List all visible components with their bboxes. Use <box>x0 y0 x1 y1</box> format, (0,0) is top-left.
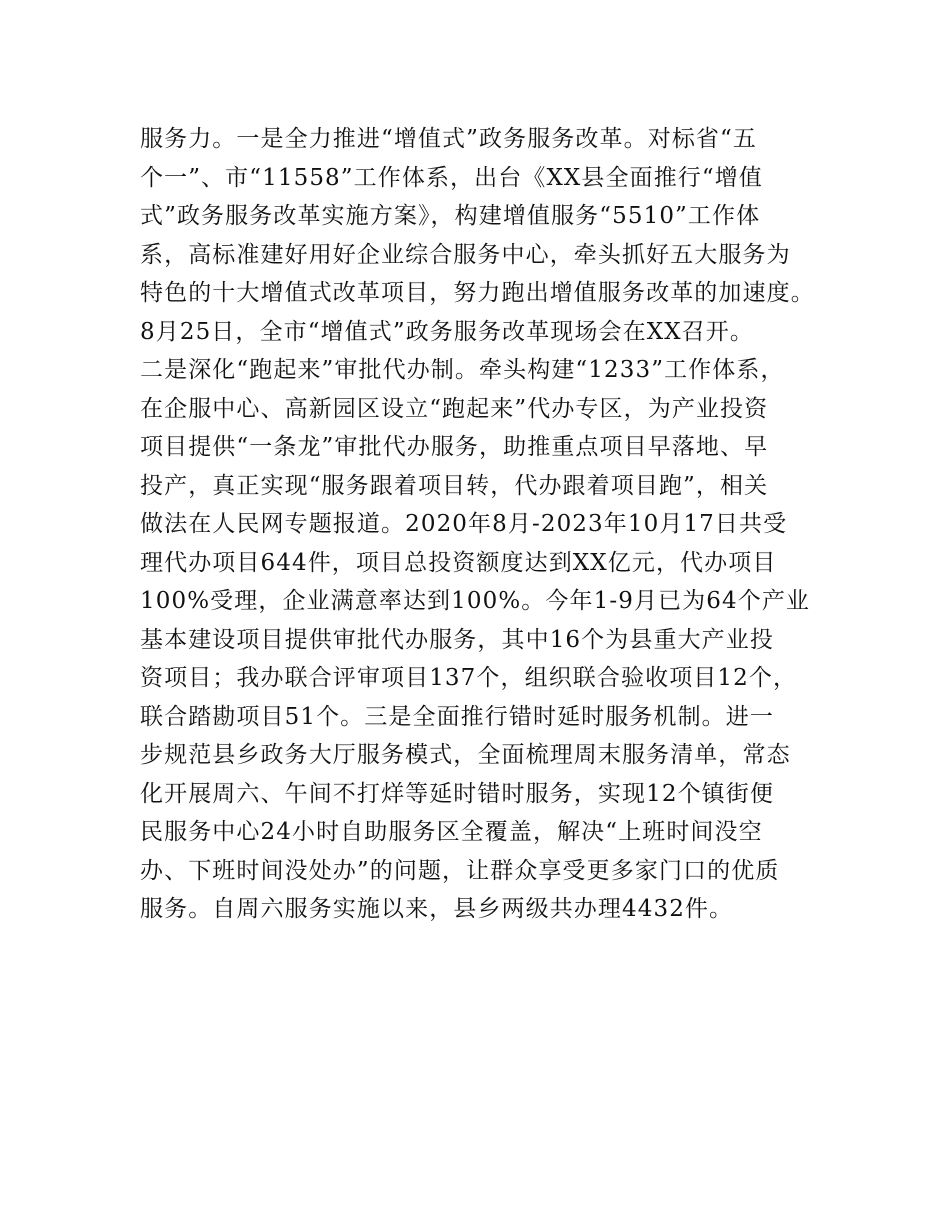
text-line: 做法在人民网专题报道。2020年8月-2023年10月17日共受 <box>140 511 788 537</box>
text-line: 特色的十大增值式改革项目，努力跑出增值服务改革的加速度。 <box>140 280 815 306</box>
text-line: 式”政务服务改革实施方案》，构建增值服务“5510”工作体 <box>140 203 761 229</box>
text-line: 服务。自周六服务实施以来，县乡两级共办理4432件。 <box>140 896 734 922</box>
text-line: 投产，真正实现“服务跟着项目转，代办跟着项目跑”，相关 <box>140 472 769 499</box>
text-line: 系，高标准建好用好企业综合服务中心，牵头抓好五大服务为 <box>140 241 791 268</box>
text-line: 理代办项目644件，项目总投资额度达到XX亿元，代办项目 <box>140 549 777 576</box>
body-paragraph <box>140 120 840 929</box>
text-line: 联合踏勘项目51个。三是全面推行错时延时服务机制。进一 <box>140 703 774 730</box>
text-line: 8月25日，全市“增值式”政务服务改革现场会在XX召开。 <box>140 318 754 345</box>
text-line: 办、下班时间没处办”的问题，让群众享受更多家门口的优质 <box>140 857 780 884</box>
text-line: 项目提供“一条龙”审批代办服务，助推重点项目早落地、早 <box>140 434 769 460</box>
text-line: 民服务中心24小时自助服务区全覆盖，解决“上班时间没空 <box>140 819 763 845</box>
text-line: 步规范县乡政务大厅服务模式，全面梳理周末服务清单，常态 <box>140 742 791 768</box>
text-line: 化开展周六、午间不打烊等延时错时服务，实现12个镇街便 <box>140 780 774 807</box>
text-line: 100%受理，企业满意率达到100%。今年1-9月已为64个产业 <box>140 588 811 614</box>
text-line: 服务力。一是全力推进“增值式”政务服务改革。对标省“五 <box>140 126 757 152</box>
text-line: 基本建设项目提供审批代办服务，其中16个为县重大产业投 <box>140 626 774 653</box>
text-line: 二是深化“跑起来”审批代办制。牵头构建“1233”工作体系， <box>140 357 785 383</box>
text-line: 个一”、市“11558”工作体系，出台《XX县全面推行“增值 <box>140 164 763 191</box>
text-line: 在企服中心、高新园区设立“跑起来”代办专区，为产业投资 <box>140 395 769 422</box>
text-line: 资项目；我办联合评审项目137个，组织联合验收项目12个， <box>140 665 798 691</box>
